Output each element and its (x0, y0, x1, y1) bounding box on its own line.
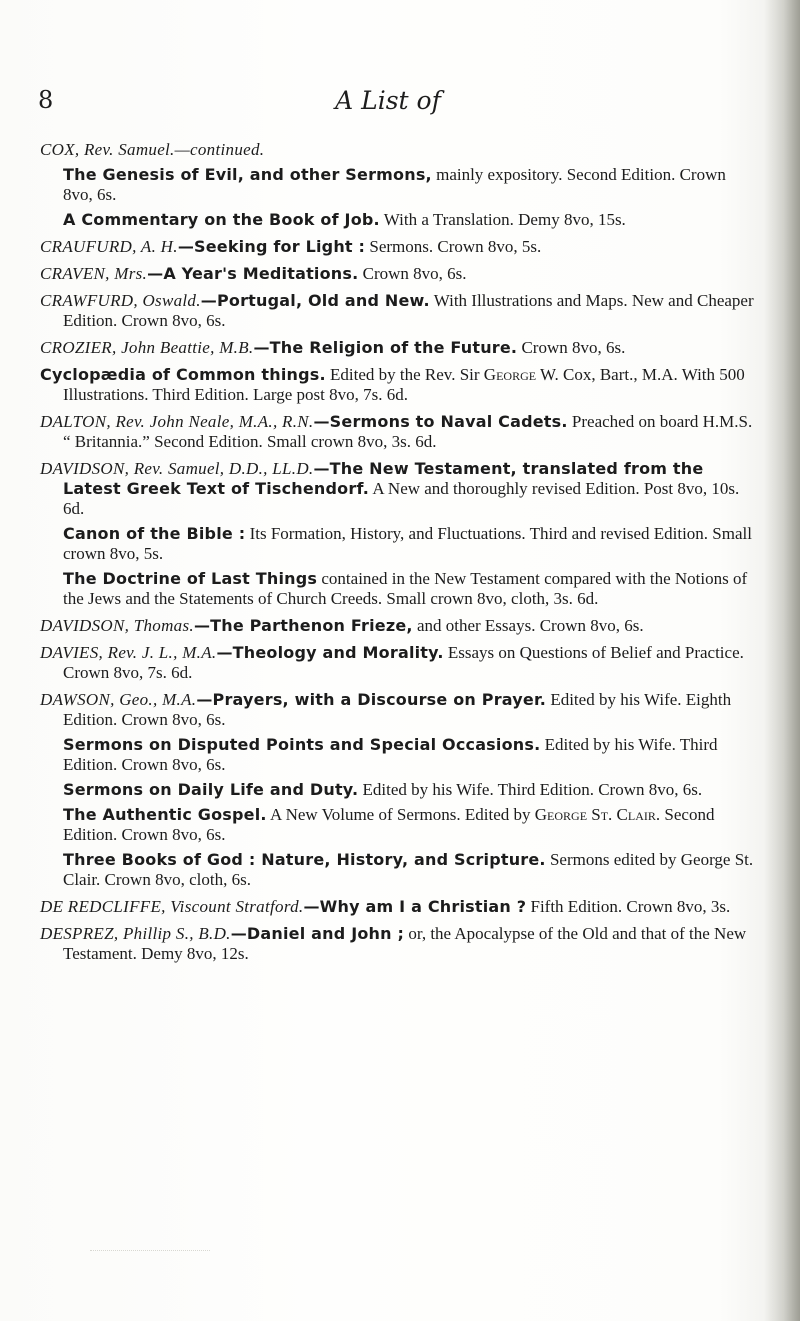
editor-name: George St. Clair (534, 805, 656, 824)
entry-author: CROZIER, John Beattie, M.B. (40, 338, 254, 357)
entry-author: CRAVEN, Mrs. (40, 264, 148, 283)
work-details: . Second Edition. Crown 8vo, 6s. (63, 805, 715, 844)
catalogue-entry (40, 897, 758, 917)
entry-heading (40, 616, 758, 636)
paper-mark (90, 1250, 210, 1252)
entry-heading (40, 412, 758, 452)
entry-work (40, 805, 758, 845)
work-details: With a Translation. Demy 8vo, 15s. (379, 210, 626, 229)
entry-author: DESPREZ, Phillip S., B.D. (40, 924, 231, 943)
page-edge-shadow (764, 0, 800, 1321)
entry-author: DAVIDSON, Thomas. (40, 616, 194, 635)
work-details: Sermons edited by George St. Clair. Crown 8vo, cloth, 6s. (63, 850, 754, 889)
catalogue-entry (40, 365, 758, 405)
work-title: The Doctrine of Last Things (63, 569, 318, 588)
work-title: —Portugal, Old and New. (200, 291, 430, 310)
work-details: or, the Apocalypse of the Old and that of the New Testament. Demy 8vo, 12s. (63, 924, 747, 963)
work-title: —A Year's Meditations. (147, 264, 359, 283)
catalogue-entry (40, 924, 758, 964)
work-details: A New Volume of Sermons. Edited by (266, 805, 535, 824)
work-title: The Genesis of Evil, and other Sermons, (63, 165, 432, 184)
entry-author: DAVIDSON, Rev. Samuel, D.D., LL.D. (40, 459, 314, 478)
entry-heading (40, 365, 758, 405)
work-details: With Illustrations and Maps. New and Cheaper Edition. Crown 8vo, 6s. (63, 291, 754, 330)
entry-work (40, 524, 758, 564)
entry-author: CRAUFURD, A. H. (40, 237, 178, 256)
entry-work (40, 210, 758, 230)
entry-heading (40, 140, 758, 160)
work-details: Edited by the Rev. Sir (325, 365, 484, 384)
work-details: Fifth Edition. Crown 8vo, 3s. (526, 897, 731, 916)
work-details: Crown 8vo, 6s. (517, 338, 626, 357)
work-title: Sermons on Daily Life and Duty. (63, 780, 359, 799)
work-details: Edited by his Wife. Eighth Edition. Crown 8vo, 6s. (63, 690, 732, 729)
work-title: —The Religion of the Future. (253, 338, 518, 357)
work-title: —The New Testament, translated from the Latest Greek Text of Tischendorf. (63, 459, 704, 498)
work-details: W. Cox, Bart., M.A. With 500 Illustrations. Third Edition. Large post 8vo, 7s. 6d. (63, 365, 745, 404)
work-details: A New and thoroughly revised Edition. Post 8vo, 10s. 6d. (63, 479, 740, 518)
work-title: Sermons on Disputed Points and Special Occasions. (63, 735, 541, 754)
catalogue-entry (40, 237, 758, 257)
catalogue-entry (40, 459, 758, 609)
work-title: Three Books of God : Nature, History, and Scripture. (63, 850, 546, 869)
work-title: —Daniel and John ; (230, 924, 405, 943)
editor-name: George (483, 365, 537, 384)
catalogue-entries (40, 140, 758, 971)
entry-heading (40, 237, 758, 257)
catalogue-entry (40, 140, 758, 230)
entry-author: CRAWFURD, Oswald. (40, 291, 201, 310)
work-details: Preached on board H.M.S. “ Britannia.” Second Edition. Small crown 8vo, 3s. 6d. (63, 412, 753, 451)
work-details: Crown 8vo, 6s. (358, 264, 467, 283)
entry-heading (40, 459, 758, 519)
entry-heading (40, 643, 758, 683)
entry-work (40, 780, 758, 800)
entry-author: DE REDCLIFFE, Viscount Stratford. (40, 897, 304, 916)
entry-heading (40, 924, 758, 964)
catalogue-entry (40, 643, 758, 683)
catalogue-entry (40, 291, 758, 331)
entry-author: COX, Rev. Samuel.—continued. (40, 140, 265, 159)
entry-work (40, 165, 758, 205)
catalogue-entry (40, 616, 758, 636)
entry-heading (40, 264, 758, 284)
work-title: Canon of the Bible : (63, 524, 246, 543)
work-title: The Authentic Gospel. (63, 805, 267, 824)
work-title: —Seeking for Light : (177, 237, 366, 256)
work-details: contained in the New Testament compared with the Notions of the Jews and the Statements of Church Creeds. Small crown 8vo, cloth, 3s. 6d. (63, 569, 748, 608)
work-details: Sermons. Crown 8vo, 5s. (365, 237, 542, 256)
entry-author: DALTON, Rev. John Neale, M.A., R.N. (40, 412, 314, 431)
entry-heading (40, 690, 758, 730)
work-title: —Prayers, with a Discourse on Prayer. (196, 690, 547, 709)
work-title: A Commentary on the Book of Job. (63, 210, 380, 229)
page-header (38, 86, 738, 120)
work-title: Cyclopædia of Common things. (40, 365, 326, 384)
entry-heading (40, 897, 758, 917)
work-title: —Sermons to Naval Cadets. (313, 412, 568, 431)
work-details: Edited by his Wife. Third Edition. Crown 8vo, 6s. (358, 780, 703, 799)
catalogue-entry (40, 412, 758, 452)
catalogue-entry (40, 264, 758, 284)
work-details: Its Formation, History, and Fluctuations. Third and revised Edition. Small crown 8vo, 5s. (63, 524, 752, 563)
work-details: Essays on Questions of Belief and Practice. Crown 8vo, 7s. 6d. (63, 643, 744, 682)
entry-heading (40, 338, 758, 358)
entry-work (40, 735, 758, 775)
entry-heading (40, 291, 758, 331)
entry-work (40, 850, 758, 890)
work-title: —The Parthenon Frieze, (193, 616, 413, 635)
page-number: 8 (38, 86, 54, 114)
work-details: Edited by his Wife. Third Edition. Crown 8vo, 6s. (63, 735, 718, 774)
work-details: and other Essays. Crown 8vo, 6s. (412, 616, 644, 635)
entry-author: DAWSON, Geo., M.A. (40, 690, 197, 709)
catalogue-entry (40, 338, 758, 358)
catalogue-entry (40, 690, 758, 890)
work-title: —Why am I a Christian ? (303, 897, 527, 916)
entry-author: DAVIES, Rev. J. L., M.A. (40, 643, 217, 662)
work-title: —Theology and Morality. (216, 643, 444, 662)
entry-work (40, 569, 758, 609)
running-title: A List of (335, 86, 441, 115)
work-details: mainly expository. Second Edition. Crown 8vo, 6s. (63, 165, 726, 204)
